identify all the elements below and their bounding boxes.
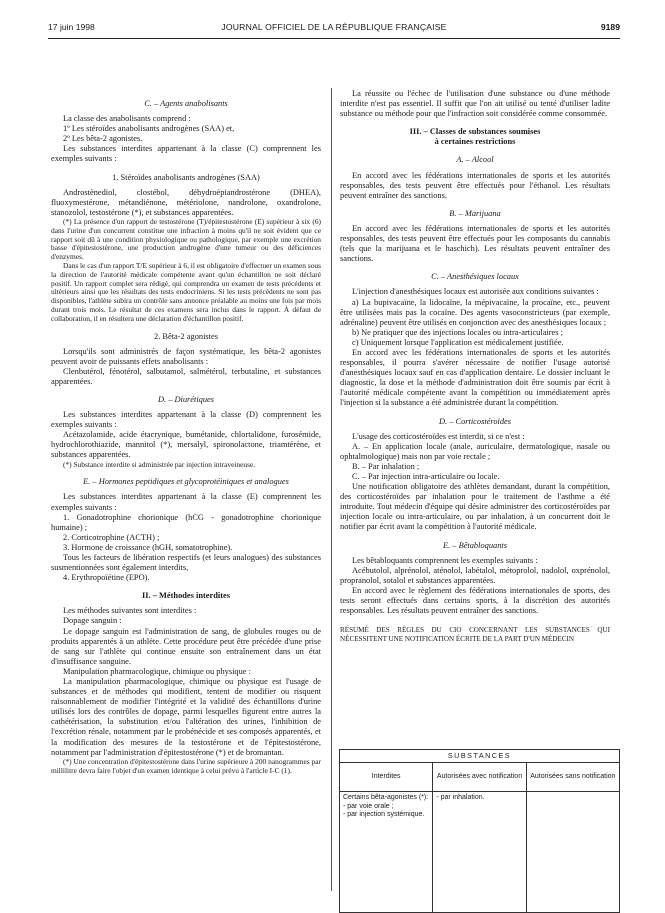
paragraph: Les bêtabloquants comprennent les exemples suivants : (352, 555, 538, 565)
section-a-title: A. – Alcool (456, 155, 494, 165)
paragraph: Les substances interdites appartenant à la classe (C) comprennent les exemples suivants : (51, 144, 321, 164)
header-date: 17 juin 1998 (48, 22, 95, 32)
paragraph: L'injection d'anesthésiques locaux est autorisée aux conditions suivantes : (352, 287, 599, 297)
paragraph: Dopage sanguin : (63, 616, 122, 626)
paragraph: C. – Par injection intra-articulaire ou locale. (352, 472, 500, 481)
section-ii-title: II. – Méthodes interdites (142, 591, 230, 601)
paragraph: Lorsqu'ils sont administrés de façon systématique, les bêta-2 agonistes peuvent avoir de puissants effets anabolisants : (51, 346, 321, 366)
paragraph: a) La bupivacaïne, la lidocaïne, la mépivacaïne, la procaïne, etc., peuvent être utilisées mais pas la cocaïne. Des agents vasoconstricteurs (par exemple, adrénaline) peuvent être utilisés en conjonction avec des anesthésiques locaux ; (340, 297, 610, 327)
cell-line: Certains bêta-agonistes (*): (343, 794, 429, 802)
right-column (340, 89, 610, 643)
paragraph: Clenbutérol, fénotérol, salbutamol, salmétérol, terbutaline, et substances apparentées. (51, 366, 321, 386)
section-b-title: B. – Marijuana (449, 208, 501, 218)
paragraph: Androstènediol, clostébol, déhydroépiandrostérone (DHEA), fluoxymestérone, métandiénone, métériolone, nandrolone, oxandrolone, stanozolol, testostérone (*), et substances apparentées. (51, 187, 321, 217)
list-item: 4. Erythropoïétine (EPO). (63, 573, 150, 583)
beta-title: 2. Bêta-2 agonistes (154, 331, 218, 341)
paragraph: La manipulation pharmacologique, chimique ou physique est l'usage de substances et de méthodes qui modifient, tentent de modifier ou risquent raisonnablement de modifier l'intégrité et la validité des échantillons d'urine utilisés lors des contrôles de dopage, parmi lesquelles figurent entre autres la cathétérisation, la substitution et/ou l'altération des urines, l'inhibition de l'excrétion rénale, notamment par le probénécide et ses composés apparentés, et la modification des mesures de la testostérone et de l'épitestostérone, notamment par l'administration d'épitestostérone (*) et de bromantan. (51, 677, 321, 757)
paragraph: En accord avec les fédérations internationales de sports et les autorités responsables, des tests peuvent être effectués pour les composants du cannabis (tels que la marijuana et le haschich). Les résultats peuvent entraîner des sanctions. (340, 223, 610, 264)
section-c-title: C. – Anesthésiques locaux (431, 272, 519, 282)
paragraph: c) Uniquement lorsque l'application est médicalement justifiée. (352, 337, 564, 347)
paragraph: 2º Les bêta-2 agonistes. (63, 134, 143, 144)
column-divider (331, 88, 332, 891)
paragraph: En accord avec les fédérations internationales de sports et les autorités responsables, des tests peuvent être effectués pour l'éthanol. Les résultats peuvent entraîner des sanctions. (340, 170, 610, 200)
table-row (340, 792, 620, 913)
list-item: 3. Hormone de croissance (hGH, somatotrophine). (63, 542, 233, 552)
paragraph: Une notification obligatoire des athlètes demandant, durant la compétition, des corticostéroïdes par inhalation pour le traitement de l'asthme a été introduite. Tout médecin d'équipe qui désire administrer des corticostéroïdes par injection locale ou intra-articulaire, ou par inhalation, à un concurrent doit le notifier par écrit avant la compétition à l'autorité médicale. (340, 482, 610, 532)
footnote: (*) Substance interdite si administrée par injection intraveineuse. (63, 459, 256, 469)
cell-avec-notification: - par inhalation. (433, 792, 526, 913)
saa-title: 1. Stéroïdes anabolisants androgènes (SAA) (112, 172, 260, 182)
list-item: 2. Corticotrophine (ACTH) ; (63, 532, 160, 542)
paragraph: Acébutolol, alprénolol, aténolol, labétalol, métoprolol, nadolol, oxprénolol, propranolol, sotalol et substances apparentées. (340, 565, 610, 585)
col-header-interdites: Interdites (340, 763, 433, 792)
paragraph: Tous les facteurs de libération respectifs (et leurs analogues) des substances susmentionnées sont également interdits, (51, 552, 321, 573)
table-group-header: SUBSTANCES (340, 750, 620, 763)
cell-line: - par injection systémique. (343, 811, 425, 819)
paragraph: Les méthodes suivantes sont interdites : (63, 606, 197, 616)
paragraph: En accord avec les fédérations internationales de sports et les autorités responsables, il pourra s'avérer nécessaire de notifier l'usage autorisé d'anesthésiques locaux sauf en cas d'application dentaire. Le dossier incluant le diagnostic, la dose et la méthode d'administration doit être soumis par écrit à l'autorité médicale compétente avant la compétition ou immédiatement après l'injection si la substance a été administrée durant la compétition. (340, 347, 610, 408)
substances-table (339, 749, 620, 913)
section-iii-title: III. – Classes de substances soumises (409, 127, 541, 137)
cell-line: - par voie orale ; (343, 802, 394, 810)
footnote: (*) Une concentration d'épitestostérone dans l'urine supérieure à 200 nanogrammes par millilitre devra faire l'objet d'un examen identique à celui prévu à l'article I-C (1). (51, 756, 321, 775)
cell-interdites (340, 792, 433, 913)
paragraph: Manipulation pharmacologique, chimique ou physique : (63, 666, 251, 676)
paragraph: En accord avec le règlement des fédérations internationales de sports, des tests seront effectués dans certains sports, à la discrétion des autorités responsables. Les résultats peuvent entraîner des sanctions. (340, 585, 610, 616)
page-header (48, 22, 620, 36)
section-e-title: E. – Bêtabloquants (443, 540, 507, 550)
paragraph: Le dopage sanguin est l'administration de sang, de globules rouges ou de produits apparentés à un athlète. Cette procédure peut être précédée d'une prise de sang sur l'athlète qui continue ensuite son entraînement dans un état d'insuffisance sanguine. (51, 626, 321, 666)
header-rule (48, 38, 620, 39)
journal-title: JOURNAL OFFICIEL DE LA RÉPUBLIQUE FRANÇAISE (221, 22, 447, 32)
section-e-title: E. – Hormones peptidiques et glycoprotéiniques et analogues (83, 477, 289, 487)
section-iii-subtitle: à certaines restrictions (434, 137, 516, 147)
section-d-title: D. – Corticostéroïdes (438, 416, 512, 426)
paragraph: Les substances interdites appartenant à la classe (D) comprennent les exemples suivants : (51, 410, 321, 430)
left-column (51, 91, 321, 775)
paragraph: A. – En application locale (anale, auriculaire, dermatologique, nasale ou ophtalmologique) mais non par voie rectale ; (340, 441, 610, 461)
section-c-title: C. – Agents anabolisants (144, 99, 228, 108)
paragraph: Les substances interdites appartenant à la classe (E) comprennent les exemples suivants : (51, 492, 321, 512)
list-item: 1. Gonadotrophine chorionique (hCG - gonadotrophine chorionique humaine) ; (51, 512, 321, 532)
hormone-list (51, 513, 321, 553)
paragraph: Acétazolamide, acide étacrynique, bumétanide, chlortalidone, furosémide, hydrochlorothiazide, mannitol (*), mersalyl, spironolactone, triamtérène, et substances apparentées. (51, 430, 321, 460)
footnote: (*) La présence d'un rapport de testostérone (T)/épitestostérone (E) supérieur à six (6) dans l'urine d'un concurrent constitue une infraction à moins qu'il ne soit évident que ce rapport soit dû à une condition physiologique ou pathologique, par exemple une excrétion basse d'épitestostérone, une production androgène d'une tumeur ou des déficiences d'enzymes. (51, 216, 321, 262)
paragraph: La réussite ou l'échec de l'utilisation d'une substance ou d'une méthode interdite n'est pas essentiel. Il suffit que l'on ait utilisé ou tenté d'utiliser ladite substance ou méthode pour que l'infraction soit considérée comme consommée. (340, 89, 610, 119)
col-header-sans-notification: Autorisées sans notification (526, 763, 619, 792)
col-header-avec-notification: Autorisées avec notification (433, 763, 526, 792)
paragraph: 1º Les stéroïdes anabolisants androgènes (SAA) et, (63, 124, 235, 134)
footnote: Dans le cas d'un rapport T/E supérieur à 6, il est obligatoire d'effectuer un examen sous la direction de l'autorité médicale compétente avant qu'un échantillon ne soit déclaré positif. Un rapport complet sera rédigé, qui comprendra un examen de tests précédents et ultérieurs ainsi que les résultats des tests endocriniens. Si les tests précédents ne sont pas disponibles, l'athlète subira un contrôle sans annonce préalable au moins une fois par mois durant trois mois. Le résultat de ces examens sera inclus dans le rapport. À défaut de collaboration, il en résultera une déclaration d'échantillon positif. (51, 260, 321, 323)
section-d-title: D. – Diurétiques (157, 394, 215, 404)
paragraph: b) Ne pratiquer que des injections locales ou intra-articulaires ; (352, 327, 563, 337)
summary-title: RÉSUMÉ DES RÈGLES DU CIO CONCERNANT LES SUBSTANCES QUI NÉCESSITENT UNE NOTIFICATION ÉCRITE DE LA PART D'UN MÉDECIN (340, 626, 610, 643)
paragraph: B. – Par inhalation ; (352, 461, 420, 471)
paragraph: La classe des anabolisants comprend : (63, 114, 191, 124)
page-number: 9189 (600, 22, 620, 32)
paragraph: L'usage des corticostéroïdes est interdit, si ce n'est : (352, 431, 525, 441)
cell-sans-notification (526, 792, 619, 913)
